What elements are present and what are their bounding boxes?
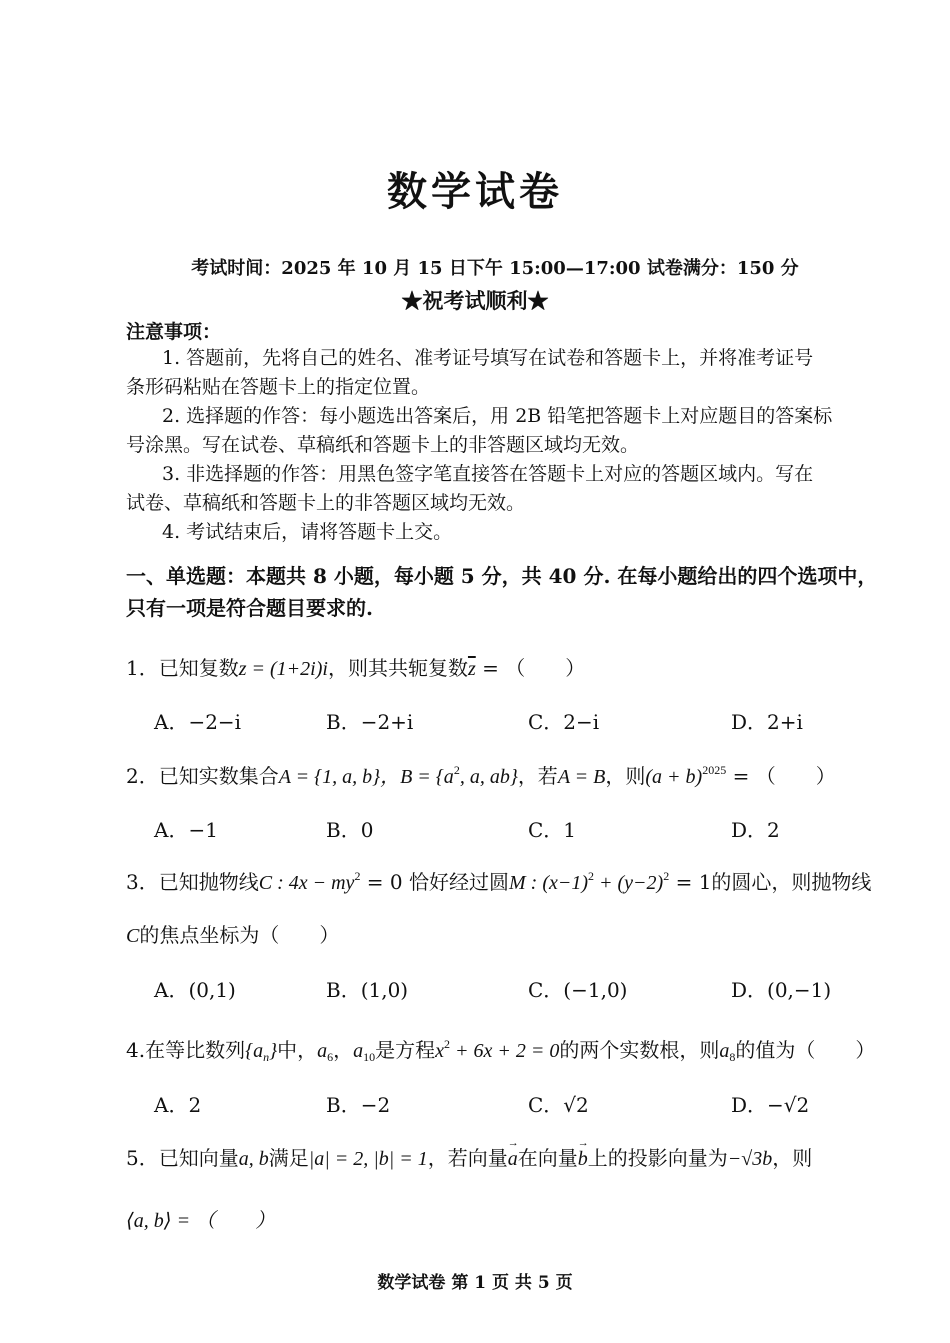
question-3: 3．已知抛物线C : $4x - my^2 = 0$ 恰好经过圆M : $(x-1)^2 + (y-2)^2 = 1$的圆心，则抛物线: [126, 869, 872, 894]
vector-b: → b: [578, 1148, 588, 1171]
set-b-end: , a, ab}: [459, 766, 518, 788]
curve-name: C: [126, 925, 140, 947]
conjugate-symbol: $\overline{z}$: [467, 658, 476, 680]
section-heading-line1: 一、单选题：本题共 8 小题，每小题 5 分，共 40 分. 在每小题给出的四个选项中，: [126, 564, 878, 588]
question-text: 上的投影向量为: [587, 1146, 728, 1170]
question-5-line2: ⟨a, b⟩ = （ ）: [126, 1210, 276, 1232]
question-text: 已知向量: [158, 1146, 239, 1170]
notice-item-2-cont: 号涂黑。写在试卷、草稿纸和答题卡上的非答题区域均无效。: [126, 434, 640, 456]
sequence: {a: [245, 1040, 264, 1062]
question-text: ，则: [772, 1146, 813, 1170]
notice-item-3: 3. 非选择题的作答：用黑色签字笔直接答在答题卡上对应的答题区域内。写在: [162, 463, 814, 485]
question-text: 已知实数集合: [158, 764, 279, 788]
notice-item-4: 4. 考试结束后，请将答题卡上交。: [162, 521, 453, 543]
parabola-equation: C : 4x − my: [258, 872, 355, 894]
equation-rest: + 6x + 2 = 0: [449, 1040, 560, 1062]
question-text: ，则其共轭复数: [327, 656, 468, 680]
notice-item-3-cont: 试卷、草稿纸和答题卡上的非答题区域均无效。: [126, 492, 526, 514]
q1-option-c: C．2−i: [528, 710, 600, 734]
projection: −√3b: [727, 1148, 773, 1170]
exam-wish: ★祝考试顺利★: [401, 288, 549, 313]
q3-option-d: D．(0,−1): [731, 978, 832, 1002]
question-number: 5．: [126, 1146, 159, 1170]
term-a10: a: [353, 1040, 364, 1062]
q2-option-a: A．−1: [154, 818, 218, 842]
exam-info: 考试时间：2025 年 10 月 15 日下午 15:00—17:00 试卷满分：150 分: [191, 258, 799, 279]
q2-option-c: C．1: [528, 818, 577, 842]
q4-option-d: D．−√2: [731, 1093, 810, 1117]
question-number: 1．: [126, 656, 159, 680]
page-footer: 数学试卷 第 1 页 共 5 页: [377, 1273, 573, 1293]
subscript: 10: [363, 1050, 376, 1064]
set-b-start: ，B = {a: [380, 766, 454, 788]
q1-option-d: D．2+i: [731, 710, 803, 734]
question-number: 2．: [126, 764, 159, 788]
question-text: ，则: [605, 764, 646, 788]
math-expression: z = (1+2i)i: [238, 658, 328, 680]
q4-option-a: A．2: [154, 1093, 202, 1117]
section-heading-line2: 只有一项是符合题目要求的.: [126, 596, 373, 620]
vector-a: → a: [508, 1148, 518, 1171]
question-text: = （ ）: [475, 656, 586, 680]
question-2: 2．已知实数集合A = {1, a, b}，$B = \{a^2$, a, ab}，若A = B，则$(a + b)^{2025}$ = （ ）: [126, 763, 836, 788]
question-text: 的两个实数根，则: [559, 1038, 720, 1062]
question-4: 4.在等比数列$\{a_n\}$中，$a_6$，$a_{10}$是方程$x^2 + 6x + 2 = 0$的两个实数根，则$a_8$的值为（ ）: [126, 1037, 876, 1064]
question-text: 是方程: [375, 1038, 436, 1062]
question-text: 在向量: [517, 1146, 578, 1170]
subscript: 6: [327, 1050, 334, 1064]
question-text: 的值为（ ）: [735, 1038, 876, 1062]
subscript: n: [263, 1050, 270, 1064]
notice-item-2: 2. 选择题的作答：每小题选出答案后，用 2B 铅笔把答题卡上对应题目的答案标: [162, 405, 833, 427]
math-expression: (a + b): [645, 766, 703, 788]
question-text: = 1的圆心，则抛物线: [669, 870, 872, 894]
q2-option-b: B．0: [326, 818, 374, 842]
exponent: 2025: [702, 763, 727, 777]
question-text: 已知复数: [158, 656, 239, 680]
circle-equation: M : (x−1): [509, 872, 589, 894]
question-text: 在等比数列: [145, 1038, 246, 1062]
vectors: a, b: [238, 1148, 269, 1170]
q3-option-c: C．(−1,0): [528, 978, 628, 1002]
set-a: A = {1, a, b}: [278, 766, 381, 788]
question-text: 中，: [277, 1038, 318, 1062]
q4-option-c: C．√2: [528, 1093, 589, 1117]
page-title: 数学试卷: [387, 168, 563, 215]
q3-option-b: B．(1,0): [326, 978, 409, 1002]
question-text: ，若向量: [427, 1146, 508, 1170]
separator: ，: [333, 1038, 354, 1062]
question-text: = 0 恰好经过圆: [360, 870, 509, 894]
q3-option-a: A．(0,1): [154, 978, 236, 1002]
subscript: 8: [729, 1050, 736, 1064]
term-a8: a: [719, 1040, 730, 1062]
question-text: 的焦点坐标为（ ）: [139, 923, 340, 947]
question-1: [126, 652, 585, 681]
question-number: 3．: [126, 870, 159, 894]
q1-option-a: A．−2−i: [154, 710, 242, 734]
question-text: 满足: [268, 1146, 309, 1170]
term-a6: a: [317, 1040, 328, 1062]
q1-option-b: B．−2+i: [326, 710, 414, 734]
equation: x: [435, 1040, 444, 1062]
question-text: ，若: [517, 764, 558, 788]
notice-item-1: 1. 答题前，先将自己的姓名、准考证号填写在试卷和答题卡上，并将准考证号: [162, 347, 814, 369]
sequence-end: }: [269, 1040, 278, 1062]
circle-equation-mid: + (y−2): [594, 872, 664, 894]
q4-option-b: B．−2: [326, 1093, 391, 1117]
notice-item-1-cont: 条形码粘贴在答题卡上的指定位置。: [126, 376, 431, 398]
question-text: 已知抛物线: [158, 870, 259, 894]
vector-condition: |a| = 2, |b| = 1: [308, 1148, 428, 1170]
question-5: [126, 1142, 812, 1171]
condition: A = B: [557, 766, 606, 788]
q2-option-d: D．2: [731, 818, 780, 842]
notice-heading: 注意事项：: [126, 321, 222, 343]
question-number: 4.: [126, 1038, 146, 1062]
question-3-line2: [126, 919, 339, 948]
question-text: = （ ）: [726, 764, 836, 788]
